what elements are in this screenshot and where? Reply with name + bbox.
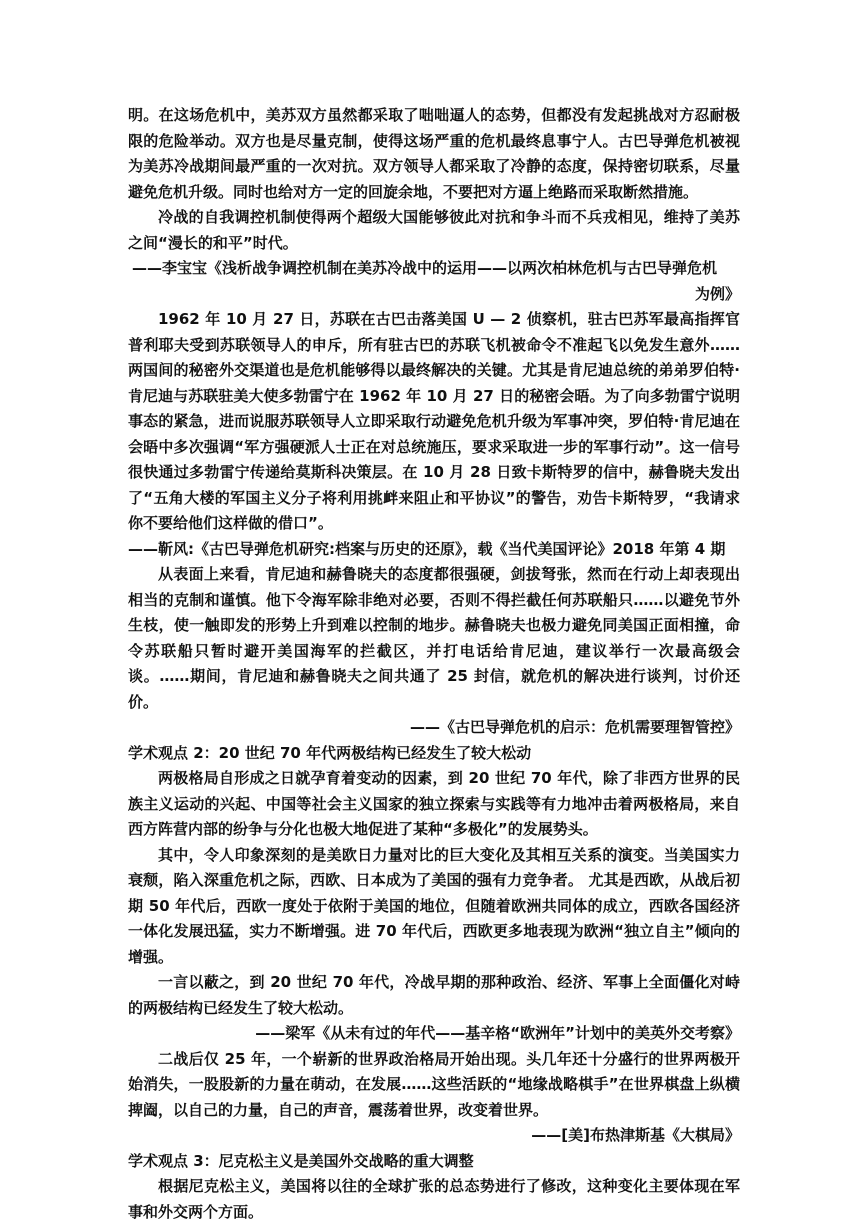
paragraph-u2-incident: 1962 年 10 月 27 日，苏联在古巴击落美国 U — 2 侦察机，驻古巴苏军最高指挥官普利耶夫受到苏联领导人的申斥，所有驻古巴的苏联飞机被命令不准起飞以免发生意外……两国间的秘密外交渠道也是危机能够得以最终解决的关键。尤其是肯尼迪总统的弟弟罗伯特·肯尼迪与苏联驻美大使多勃雷宁在 1962 年 10 月 27 日的秘密会晤。为了向多勃雷宁说明事态的紧急，进而说服苏联领导人立即采取行动避免危机升级为军事冲突，罗伯特·肯尼迪在会晤中多次强调“军方强硬派人士正在对总统施压，要求采取进一步的军事行动”。这一信号很快通过多勃雷宁传递给莫斯科决策层。在 10 月 28 日致卡斯特罗的信中，赫鲁晓夫发出了“五角大楼的军国主义分子将利用挑衅来阻止和平协议”的警告，劝告卡斯特罗，“我请求你不要给他们这样做的借口”。 — [128, 310, 740, 532]
citation-brzezinski: ——[美]布热津斯基《大棋局》 — [531, 1126, 740, 1144]
citation-li-baobao-end: 为例》 — [694, 284, 740, 303]
citation-liang-jun: ——梁军《从未有过的年代——基辛格“欧洲年”计划中的美英外交考察》 — [255, 1024, 740, 1042]
paragraph-nixon-doctrine: 根据尼克松主义，美国将以往的全球扩张的总态势进行了修改，这种变化主要体现在军事和外交两个方面。 — [128, 1177, 740, 1221]
paragraph-in-short: 一言以蔽之，到 20 世纪 70 年代，冷战早期的那种政治、经济、军事上全面僵化对峙的两极结构已经发生了较大松动。 — [128, 973, 740, 1017]
heading-viewpoint-2: 学术观点 2：20 世纪 70 年代两极结构已经发生了较大松动 — [128, 743, 532, 762]
citation-li-baobao: ——李宝宝《浅析战争调控机制在美苏冷战中的运用——以两次柏林危机与古巴导弹危机 — [132, 259, 718, 277]
paragraph-new-world-pattern: 二战后仅 25 年，一个崭新的世界政治格局开始出现。头几年还十分盛行的世界两极开始消失，一股股新的力量在萌动，在发展……这些活跃的“地缘战略棋手”在世界棋盘上纵横捭阖，以自己的力量，自己的声音，震荡着世界，改变着世界。 — [128, 1049, 740, 1119]
paragraph-long-peace: 冷战的自我调控机制使得两个超级大国能够彼此对抗和争斗而不兵戎相见，维持了美苏之间“漫长的和平”时代。 — [128, 208, 740, 252]
paragraph-kennedy-khrushchev: 从表面上来看，肯尼迪和赫鲁晓夫的态度都很强硬，剑拔弩张，然而在行动上却表现出相当的克制和谨慎。他下令海军除非绝对必要，否则不得拦截任何苏联船只……以避免节外生枝，使一触即发的形势上升到难以控制的地步。赫鲁晓夫也极力避免同美国正面相撞，命令苏联船只暂时避开美国海军的拦截区，并打电话给肯尼迪，建议举行一次最高级会谈。……期间，肯尼迪和赫鲁晓夫之间共通了 25 封信，就危机的解决进行谈判，讨价还价。 — [128, 565, 740, 711]
citation-jin-feng: ——靳风:《古巴导弹危机研究:档案与历史的还原》，载《当代美国评论》2018 年第 4 期 — [128, 539, 726, 558]
paragraph-us-europe-japan: 其中，令人印象深刻的是美欧日力量对比的巨大变化及其相互关系的演变。当美国实力衰颓，陷入深重危机之际，西欧、日本成为了美国的强有力竞争者。 尤其是西欧，从战后初期 50 年代后，西欧一度处于依附于美国的地位，但随着欧洲共同体的成立，西欧各国经济一体化发展迅猛，实力不断增强。进 70 年代后，西欧更多地表现为欧洲“独立自主”倾向的增强。 — [128, 845, 740, 966]
paragraph-crisis-restraint: 明。在这场危机中，美苏双方虽然都采取了咄咄逼人的态势，但都没有发起挑战对方忍耐极限的危险举动。双方也是尽量克制，使得这场严重的危机最终息事宁人。古巴导弹危机被视为美苏冷战期间最严重的一次对抗。双方领导人都采取了冷静的态度，保持密切联系，尽量避免危机升级。同时也给对方一定的回旋余地，不要把对方逼上绝路而采取断然措施。 — [128, 106, 740, 201]
paragraph-bipolar-change: 两极格局自形成之日就孕育着变动的因素，到 20 世纪 70 年代，除了非西方世界的民族主义运动的兴起、中国等社会主义国家的独立探索与实践等有力地冲击着两极格局，来自西方阵营内部的纷争与分化也极大地促进了某种“多极化”的发展势头。 — [128, 769, 740, 838]
document-body — [128, 103, 740, 1225]
heading-viewpoint-3: 学术观点 3：尼克松主义是美国外交战略的重大调整 — [128, 1151, 474, 1170]
citation-crisis-lessons: ——《古巴导弹危机的启示：危机需要理智管控》 — [409, 718, 740, 736]
